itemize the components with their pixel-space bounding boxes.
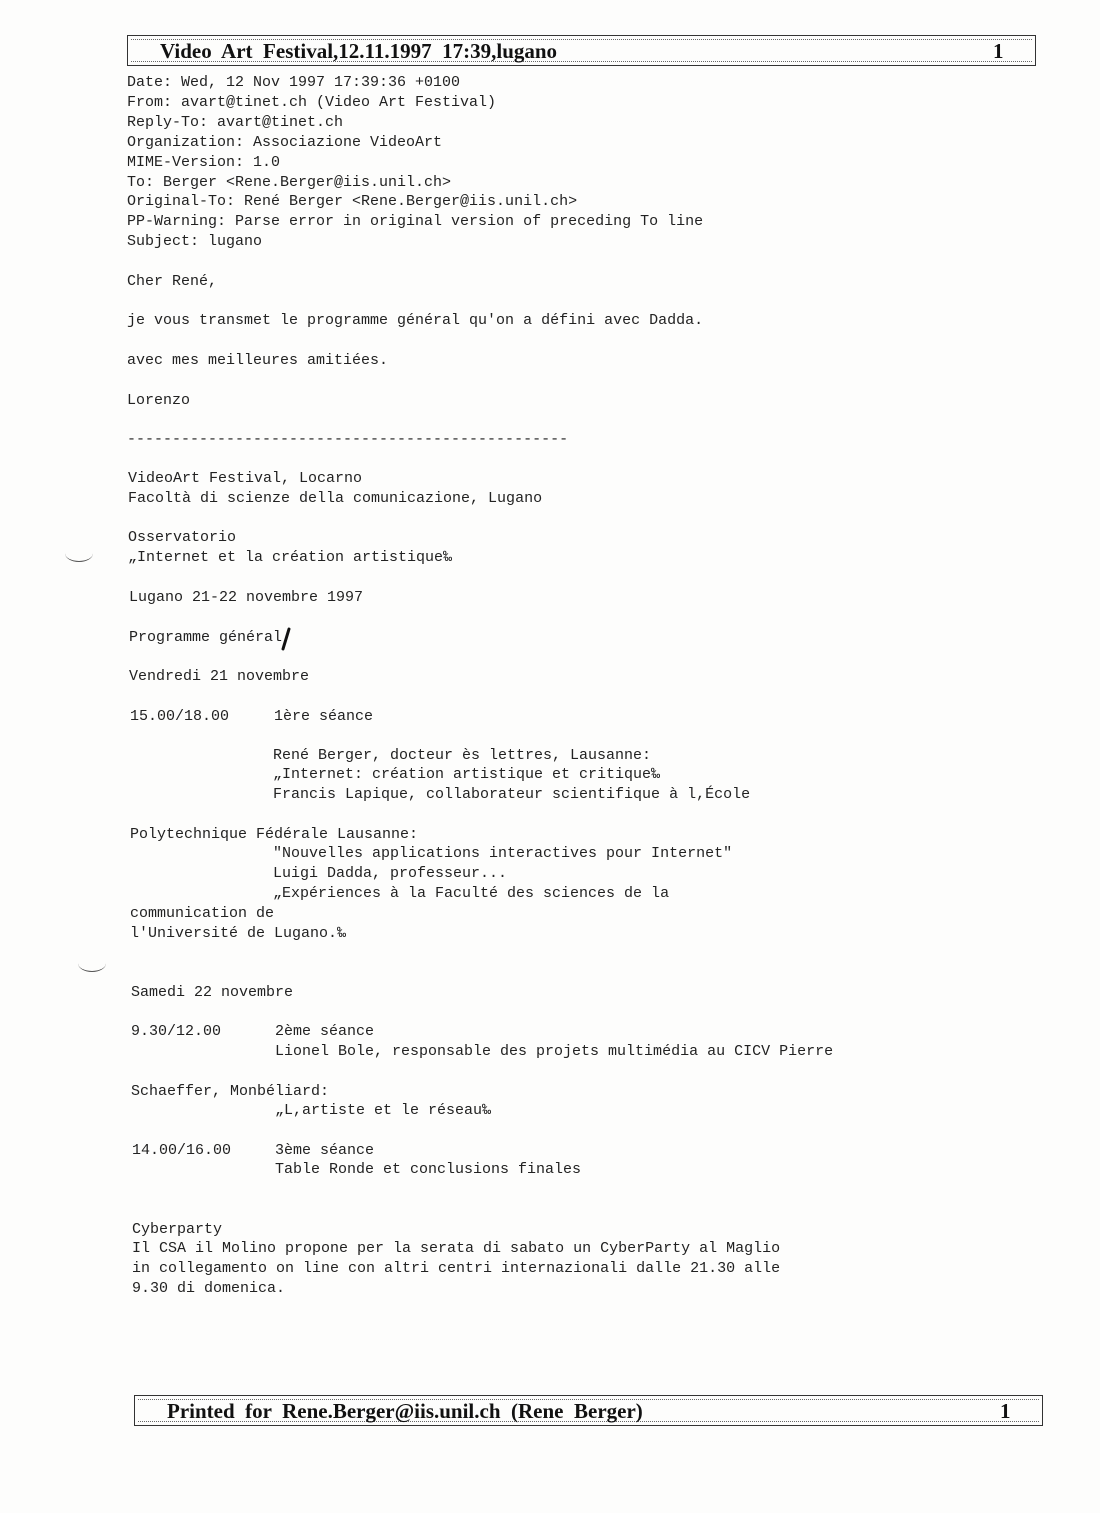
footer-text: Printed for Rene.Berger@iis.unil.ch (Rene Berger)	[167, 1399, 643, 1423]
session-1-time: 15.00/18.00	[130, 708, 230, 725]
header-reply-to: Reply-To: avart@tinet.ch	[127, 114, 344, 131]
separator-line: -------------------------------------------------	[127, 431, 569, 448]
header-to: To: Berger <Rene.Berger@iis.unil.ch>	[127, 174, 452, 191]
cyberparty-heading: Cyberparty	[132, 1221, 223, 1238]
pen-mark	[279, 626, 293, 652]
session-2-line-1: Lionel Bole, responsable des projets multimédia au CICV Pierre	[275, 1043, 834, 1060]
session-2-name: 2ème séance	[275, 1023, 375, 1040]
session-2-line-3: „L,artiste et le réseau‰	[275, 1102, 492, 1119]
session-1-line-6: Luigi Dadda, professeur...	[273, 865, 508, 882]
session-2-time: 9.30/12.00	[131, 1023, 222, 1040]
session-1-line-9: l'Université de Lugano.‰	[130, 925, 347, 942]
cyberparty-line-2: in collegamento on line con altri centri internazionali dalle 21.30 alle	[132, 1260, 781, 1277]
session-1-name: 1ère séance	[274, 708, 374, 725]
hole-punch-mark	[65, 545, 93, 562]
session-1-line-8: communication de	[130, 905, 275, 922]
signature: Lorenzo	[127, 392, 191, 409]
header-date: Date: Wed, 12 Nov 1997 17:39:36 +0100	[127, 74, 461, 91]
page-header	[127, 35, 1036, 66]
cyberparty-line-1: Il CSA il Molino propone per la serata di sabato un CyberParty al Maglio	[132, 1240, 781, 1257]
cyberparty-line-3: 9.30 di domenica.	[132, 1280, 286, 1297]
session-3-name: 3ème séance	[275, 1142, 375, 1159]
header-pp-warning: PP-Warning: Parse error in original version of preceding To line	[127, 213, 704, 230]
session-3-time: 14.00/16.00	[132, 1142, 232, 1159]
header-organization: Organization: Associazione VideoArt	[127, 134, 443, 151]
event-place-date: Lugano 21-22 novembre 1997	[129, 589, 364, 606]
session-1-line-4: Polytechnique Fédérale Lausanne:	[130, 826, 419, 843]
footer-page-number: 1	[1000, 1399, 1011, 1423]
hole-punch-mark	[78, 955, 106, 972]
header-title: Video Art Festival,12.11.1997 17:39,lugano	[160, 39, 558, 63]
day-2-heading: Samedi 22 novembre	[131, 984, 294, 1001]
event-title: „Internet et la création artistique‰	[128, 549, 453, 566]
header-mime-version: MIME-Version: 1.0	[127, 154, 281, 171]
program-title: Programme général	[129, 629, 283, 646]
header-from: From: avart@tinet.ch (Video Art Festival)	[127, 94, 497, 111]
organizer-2: Facoltà di scienze della comunicazione, Lugano	[128, 490, 543, 507]
header-subject: Subject: lugano	[127, 233, 263, 250]
closing: avec mes meilleures amitiées.	[127, 352, 389, 369]
header-page-number: 1	[993, 39, 1004, 63]
session-1-line-2: „Internet: création artistique et critique‰	[273, 766, 661, 783]
session-1-line-3: Francis Lapique, collaborateur scientifique à l,École	[273, 786, 751, 803]
session-1-line-1: René Berger, docteur ès lettres, Lausanne:	[273, 747, 652, 764]
event-name: Osservatorio	[128, 529, 237, 546]
page-footer	[134, 1395, 1043, 1426]
session-1-line-5: "Nouvelles applications interactives pour Internet"	[273, 845, 733, 862]
header-original-to: Original-To: René Berger <Rene.Berger@iis.unil.ch>	[127, 193, 578, 210]
greeting: Cher René,	[127, 273, 218, 290]
day-1-heading: Vendredi 21 novembre	[129, 668, 310, 685]
session-1-line-7: „Expériences à la Faculté des sciences de la	[273, 885, 670, 902]
message-line: je vous transmet le programme général qu'on a défini avec Dadda.	[127, 312, 704, 329]
session-3-line-1: Table Ronde et conclusions finales	[275, 1161, 582, 1178]
organizer-1: VideoArt Festival, Locarno	[128, 470, 363, 487]
session-2-line-2: Schaeffer, Monbéliard:	[131, 1083, 330, 1100]
